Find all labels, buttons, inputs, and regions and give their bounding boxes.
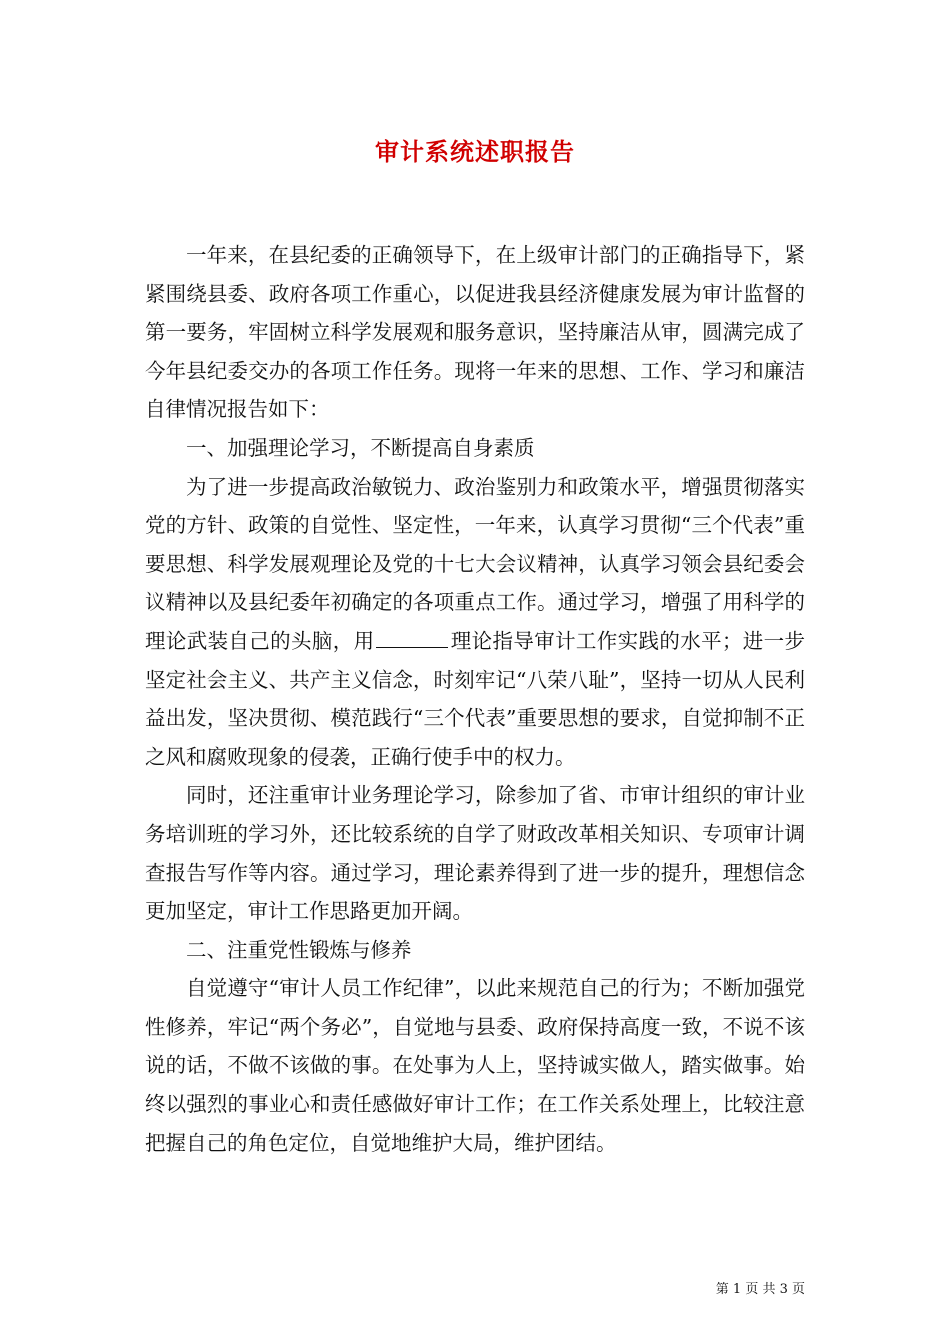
paragraph-theory-study-part2: 理论指导审计工作实践的水平；进一步坚定社会主义、共产主义信念，时刻牢记“八荣八耻”，坚持一切从人民利益出发，坚决贯彻、模范践行“三个代表”重要思想的要求，自觉抑制不正之风和腐败现象的侵袭，正确行使手中的权力。 <box>145 628 806 769</box>
section-heading-1: 一、加强理论学习，不断提高自身素质 <box>186 435 535 460</box>
fill-in-blank <box>376 625 448 648</box>
section-heading-2: 二、注重党性锻炼与修养 <box>186 937 412 962</box>
document-title: 审计系统述职报告 <box>375 137 575 166</box>
page-number: 第 1 页 共 3 页 <box>715 1282 805 1297</box>
paragraph-theory-study-part1: 为了进一步提高政治敏锐力、政治鉴别力和政策水平，增强贯彻落实党的方针、政策的自觉性、坚定性，一年来，认真学习贯彻“三个代表”重要思想、科学发展观理论及党的十七大会议精神，认真学习领会县纪委会议精神以及县纪委年初确定的各项重点工作。通过学习，增强了用科学的理论武装自己的头脑，用 <box>145 474 805 653</box>
document-body <box>145 236 805 1162</box>
paragraph-business-study: 同时，还注重审计业务理论学习，除参加了省、市审计组织的审计业务培训班的学习外，还比较系统的自学了财政改革相关知识、专项审计调查报告写作等内容。通过学习，理论素养得到了进一步的提升，理想信念更加坚定，审计工作思路更加开阔。 <box>145 783 805 924</box>
paragraph-party-discipline: 自觉遵守“审计人员工作纪律”，以此来规范自己的行为；不断加强党性修养，牢记“两个务必”，自觉地与县委、政府保持高度一致，不说不该说的话，不做不该做的事。在处事为人上，坚持诚实做人，踏实做事。始终以强烈的事业心和责任感做好审计工作；在工作关系处理上，比较注意把握自己的角色定位，自觉地维护大局，维护团结。 <box>145 976 805 1155</box>
paragraph-theory-study <box>145 468 805 777</box>
paragraph-intro: 一年来，在县纪委的正确领导下，在上级审计部门的正确指导下，紧紧围绕县委、政府各项工作重心，以促进我县经济健康发展为审计监督的第一要务，牢固树立科学发展观和服务意识，坚持廉洁从审，圆满完成了今年县纪委交办的各项工作任务。现将一年来的思想、工作、学习和廉洁自律情况报告如下： <box>145 243 805 422</box>
